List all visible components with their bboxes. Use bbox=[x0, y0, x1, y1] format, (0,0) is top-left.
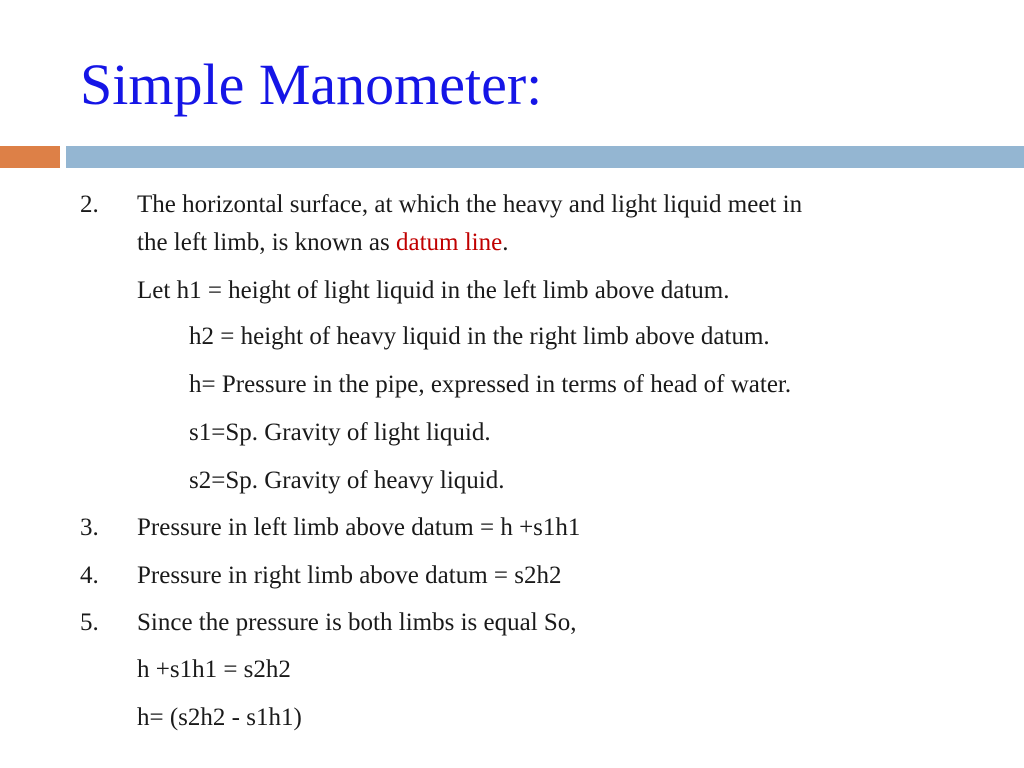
definition-s2: s2=Sp. Gravity of heavy liquid. bbox=[189, 467, 505, 494]
item-3-text: Pressure in left limb above datum = h +s1h1 bbox=[137, 514, 581, 541]
slide-title: Simple Manometer: bbox=[80, 52, 543, 117]
definition-h: h= Pressure in the pipe, expressed in terms of head of water. bbox=[189, 371, 792, 398]
definition-h1: Let h1 = height of light liquid in the left limb above datum. bbox=[137, 277, 730, 304]
equation-1: h +s1h1 = s2h2 bbox=[137, 656, 291, 683]
definition-s1: s1=Sp. Gravity of light liquid. bbox=[189, 419, 491, 446]
item-4-text: Pressure in right limb above datum = s2h2 bbox=[137, 562, 562, 589]
item-2-line-2 bbox=[137, 228, 508, 258]
datum-line-term: datum line bbox=[396, 229, 503, 256]
item-3-number: 3. bbox=[80, 514, 99, 541]
item-5-number: 5. bbox=[80, 609, 99, 636]
item-2-line-1: The horizontal surface, at which the heavy and light liquid meet in bbox=[137, 191, 803, 218]
item-2-line-2-text: the left limb, is known as bbox=[137, 229, 396, 256]
item-4-number: 4. bbox=[80, 562, 99, 589]
equation-2: h= (s2h2 - s1h1) bbox=[137, 704, 302, 731]
definition-h2: h2 = height of heavy liquid in the right limb above datum. bbox=[189, 323, 770, 350]
item-2-line-2-end: . bbox=[502, 229, 509, 256]
item-2-number: 2. bbox=[80, 191, 99, 218]
item-5-text: Since the pressure is both limbs is equal So, bbox=[137, 609, 577, 636]
